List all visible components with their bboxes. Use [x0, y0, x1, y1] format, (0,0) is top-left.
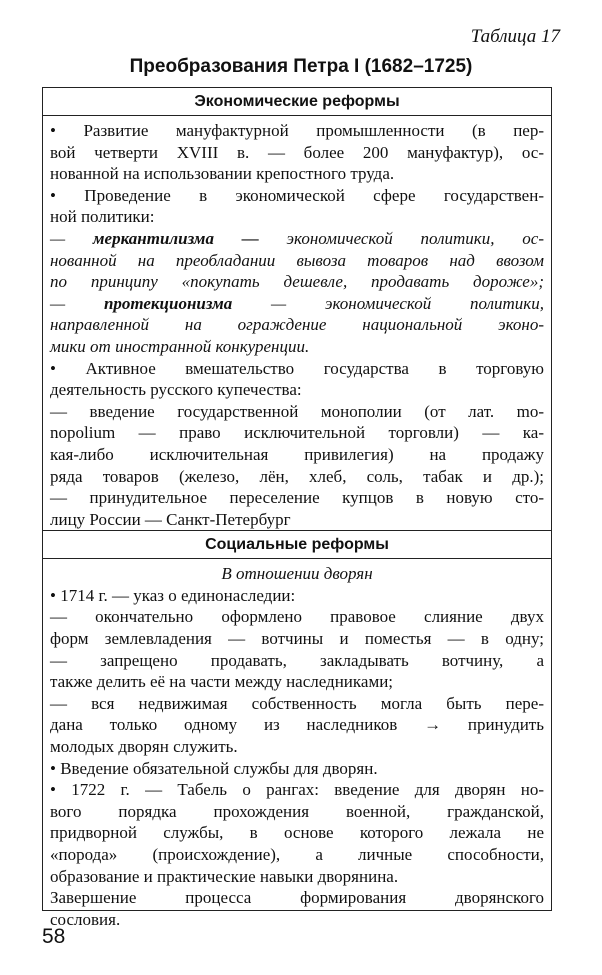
text-line: ряда товаров (железо, лён, хлеб, соль, табак и др.);	[50, 466, 544, 486]
economic-reforms-header: Экономические реформы	[43, 88, 551, 116]
text-line: • 1722 г. — Табель о рангах: введение для дворян но-	[50, 780, 544, 800]
dash: —	[50, 228, 93, 248]
page-number: 58	[42, 925, 66, 948]
text-line: придворной службы, в основе которого лежала не	[50, 823, 544, 843]
text-line: вой четверти XVIII в. — более 200 мануфактур), ос-	[50, 142, 544, 162]
text-line: образование и практические навыки дворянина.	[50, 866, 399, 886]
mercantilism-term: меркантилизма —	[92, 228, 259, 248]
text-line: кая-либо исключительная привилегия) на продажу	[50, 444, 544, 464]
text-line: также делить её на части между наследниками;	[50, 672, 394, 692]
protectionism-term: протекционизма	[103, 293, 233, 313]
text-line: направленной на ограждение национальной эконо-	[50, 315, 544, 335]
text-line: Завершение процесса формирования дворянского	[50, 888, 544, 908]
text-line: ной политики:	[50, 207, 155, 227]
text-line: — вся недвижимая собственность могла быть пере-	[50, 693, 544, 713]
text-line: нованной на преобладании вывоза товаров над ввозом	[50, 250, 544, 270]
text-line: • Активное вмешательство государства в торговую	[50, 358, 544, 378]
social-reforms-content	[43, 559, 551, 930]
text-line: • Развитие мануфактурной промышленности (в пер-	[50, 121, 544, 140]
text-line: по принципу «покупать дешевле, продавать дороже»;	[50, 272, 544, 292]
text-line: вого порядка прохождения военной, гражданской,	[50, 801, 544, 821]
nobility-subheader: В отношении дворян	[221, 564, 373, 584]
text-line: — принудительное переселение купцов в новую сто-	[50, 488, 544, 508]
text-line: лицу России — Санкт-Петербург	[50, 509, 291, 529]
text-line: nopolium — право исключительной торговли) — ка-	[50, 423, 544, 443]
mercantilism-definition: экономической политики, ос-	[258, 228, 544, 248]
text-line: молодых дворян служить.	[50, 737, 238, 757]
dash: —	[50, 293, 104, 313]
text-line: сословия.	[50, 909, 121, 929]
text-line: дана только одному из наследников → принудить	[50, 715, 544, 735]
text-line: нованной на использовании крепостного труда.	[50, 164, 395, 184]
text-line: • Проведение в экономической сфере государствен-	[50, 185, 544, 205]
page-title: Преобразования Петра I (1682–1725)	[129, 56, 473, 77]
text-line: «порода» (происхождение), а личные способности,	[50, 845, 544, 864]
protectionism-definition: — экономической политики,	[232, 293, 544, 313]
text-line: • Введение обязательной службы для дворян.	[50, 758, 378, 778]
text-line: деятельность русского купечества:	[50, 380, 302, 400]
social-reforms-header: Социальные реформы	[43, 530, 551, 559]
mercantilism-line	[50, 228, 544, 250]
economic-reforms-content	[43, 116, 551, 530]
table-number-label: Таблица 17	[470, 26, 560, 47]
reforms-table	[42, 87, 552, 929]
protectionism-line	[50, 293, 544, 315]
text-line: • 1714 г. — указ о единонаследии:	[50, 585, 296, 605]
text-line: — запрещено продавать, закладывать вотчину, а	[50, 650, 544, 670]
text-line: — окончательно оформлено правовое слияние двух	[50, 607, 544, 627]
text-line: — введение государственной монополии (от лат. mo-	[50, 401, 544, 421]
text-line: мики от иностранной конкуренции.	[50, 336, 310, 356]
text-line: форм землевладения — вотчины и поместья — в одну;	[50, 629, 544, 649]
